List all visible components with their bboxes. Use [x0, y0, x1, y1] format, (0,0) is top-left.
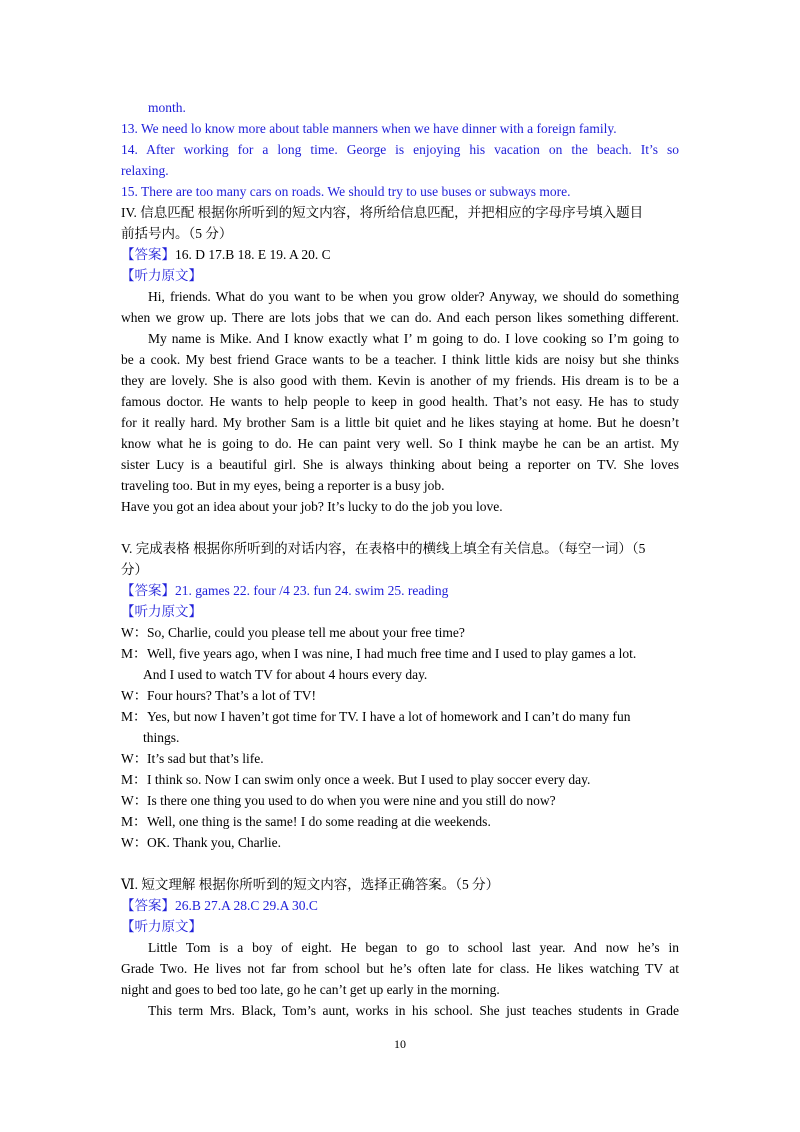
answer-values: 16. D 17.B 18. E 19. A 20. C: [175, 247, 331, 262]
dialogue-text: It’s sad but that’s life.: [147, 751, 264, 766]
text-line: month.: [148, 100, 186, 115]
speaker-label: M：: [121, 772, 147, 787]
transcript-label: 【听力原文】: [121, 919, 202, 934]
answer-label: 【答案】: [121, 247, 175, 262]
dialogue-text: Four hours? That’s a lot of TV!: [147, 688, 316, 703]
text-line: traveling too. But in my eyes, being a reporter is a busy job.: [121, 478, 445, 493]
answer-values: 21. games 22. four /4 23. fun 24. swim 25. reading: [175, 583, 449, 598]
dialogue-line: [121, 622, 679, 643]
dialogue-line: [121, 832, 679, 853]
dialogue-line: [121, 790, 679, 811]
dialogue-text: I think so. Now I can swim only once a week. But I used to play soccer every day.: [147, 772, 591, 787]
text-line: when we grow up. There are lots jobs that we can do. And each person likes something different.: [121, 310, 679, 325]
answer-label: 【答案】: [121, 898, 175, 913]
section-heading-vi: Ⅵ. 短文理解 根据你所听到的短文内容，选择正确答案。（5 分）: [121, 877, 500, 892]
transcript-label: 【听力原文】: [121, 604, 202, 619]
section-heading-v: V. 完成表格 根据你所听到的对话内容，在表格中的横线上填全有关信息。（每空一词）（5: [121, 541, 646, 556]
section-heading-v-cont: 分）: [121, 562, 148, 577]
text-line: they are lovely. She is also good with them. Kevin is another of my friends. His dream is to be a: [121, 373, 679, 388]
section-heading-iv: IV. 信息匹配 根据你所听到的短文内容，将所给信息匹配，并把相应的字母序号填入题目: [121, 205, 644, 220]
section-heading-iv-cont: 前括号内。（5 分）: [121, 226, 233, 241]
speaker-label: M：: [121, 646, 147, 661]
text-line: My name is Mike. And I know exactly what I’ m going to do. I love cooking so I’m going to: [148, 331, 679, 346]
dialogue-continuation: things.: [143, 730, 180, 745]
dialogue-line: [121, 748, 679, 769]
speaker-label: W：: [121, 835, 148, 850]
text-line: 15. There are too many cars on roads. We should try to use buses or subways more.: [121, 184, 571, 199]
dialogue-line: [121, 811, 679, 832]
text-line: This term Mrs. Black, Tom’s aunt, works in his school. She just teaches students in Grade: [148, 1003, 679, 1018]
speaker-label: W：: [121, 688, 148, 703]
dialogue-text: Yes, but now I haven’t got time for TV. I have a lot of homework and I can’t do many fun: [147, 709, 631, 724]
dialogue-continuation: And I used to watch TV for about 4 hours every day.: [143, 667, 428, 682]
text-line: 14. After working for a long time. George is enjoying his vacation on the beach. It’s so: [121, 142, 679, 157]
answer-line: [121, 895, 679, 916]
dialogue-text: Well, five years ago, when I was nine, I had much free time and I used to play games a lot.: [147, 646, 637, 661]
text-line: Grade Two. He lives not far from school but he’s often late for class. He likes watching TV at: [121, 961, 679, 976]
text-line: sister Lucy is a beautiful girl. She is always thinking about being a reporter on TV. She loves: [121, 457, 679, 472]
text-line: famous doctor. He wants to help people to keep in good health. That’s not easy. He has to study: [121, 394, 679, 409]
answer-line: [121, 580, 679, 601]
answer-label: 【答案】: [121, 583, 175, 598]
speaker-label: W：: [121, 625, 148, 640]
dialogue-line: [121, 706, 679, 727]
speaker-label: W：: [121, 793, 148, 808]
text-line: for it really hard. My brother Sam is a little bit quiet and he likes staying at home. But he doesn’t: [121, 415, 679, 430]
text-line: relaxing.: [121, 163, 169, 178]
speaker-label: W：: [121, 751, 148, 766]
text-line: Hi, friends. What do you want to be when you grow older? Anyway, we should do something: [148, 289, 679, 304]
text-line: Have you got an idea about your job? It’s lucky to do the job you love.: [121, 499, 503, 514]
text-line: night and goes to bed too late, go he can’t get up early in the morning.: [121, 982, 500, 997]
text-line: be a cook. My best friend Grace wants to be a teacher. I think little kids are noisy but she thinks: [121, 352, 679, 367]
page-number: 10: [394, 1037, 406, 1051]
text-line: Little Tom is a boy of eight. He began to go to school last year. And now he’s in: [148, 940, 679, 955]
speaker-label: M：: [121, 814, 147, 829]
dialogue-text: Well, one thing is the same! I do some reading at die weekends.: [147, 814, 491, 829]
answer-values: 26.B 27.A 28.C 29.A 30.C: [175, 898, 318, 913]
dialogue-line: [121, 685, 679, 706]
answer-line: [121, 244, 679, 265]
dialogue-line: [121, 643, 679, 664]
dialogue-text: So, Charlie, could you please tell me about your free time?: [147, 625, 465, 640]
dialogue-text: OK. Thank you, Charlie.: [147, 835, 281, 850]
text-line: know what he is going to do. He can paint very well. So I think maybe he can be an artist. My: [121, 436, 679, 451]
transcript-label: 【听力原文】: [121, 268, 202, 283]
text-line: 13. We need lo know more about table manners when we have dinner with a foreign family.: [121, 121, 617, 136]
dialogue-line: [121, 769, 679, 790]
dialogue-text: Is there one thing you used to do when you were nine and you still do now?: [147, 793, 556, 808]
speaker-label: M：: [121, 709, 147, 724]
